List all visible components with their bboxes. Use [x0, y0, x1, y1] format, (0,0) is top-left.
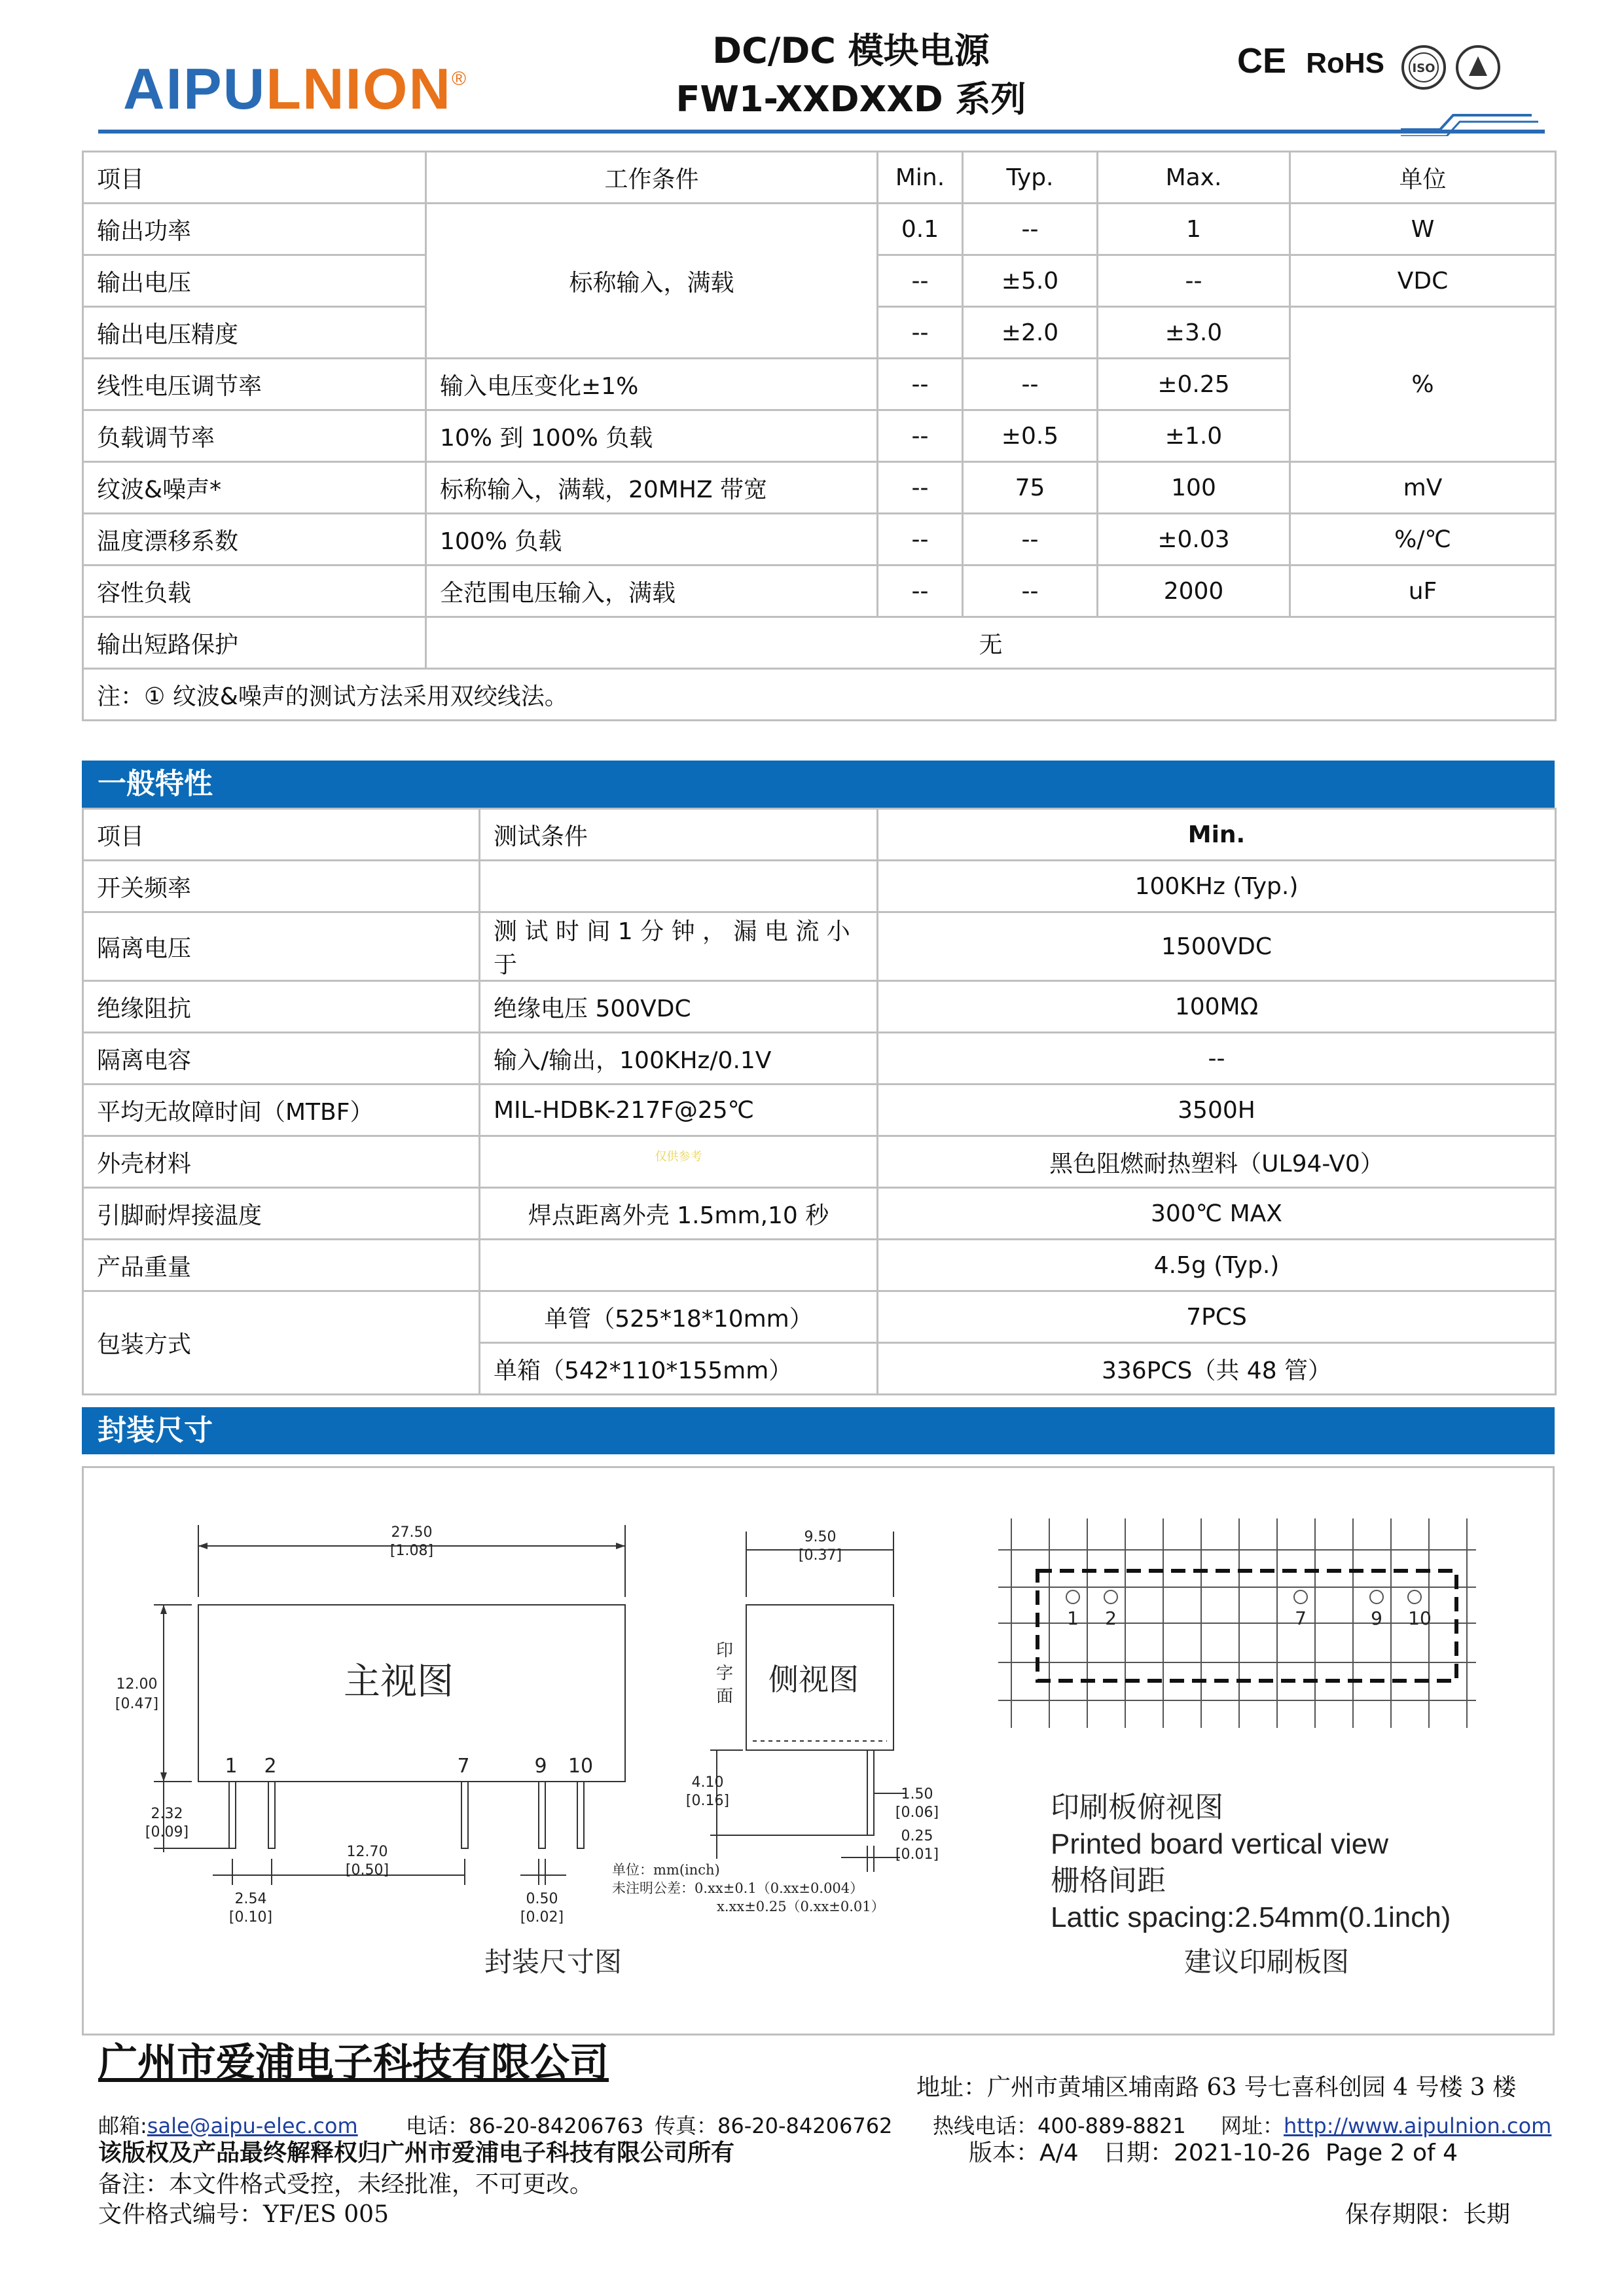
svg-text:ISO: ISO: [1412, 62, 1435, 75]
grid-spacing-en: Lattic spacing:2.54mm(0.1inch): [1051, 1901, 1451, 1933]
table-row: 包装方式 单管（525*18*10mm） 7PCS: [83, 1291, 1556, 1343]
website-link[interactable]: http://www.aipulnion.com: [1284, 2113, 1552, 2138]
company-name: 广州市爱浦电子科技有限公司: [98, 2040, 609, 2086]
svg-text:9: 9: [534, 1755, 547, 1778]
table-row: 平均无故障时间（MTBF） MIL-HDBK-217F@25℃ 3500H: [83, 1085, 1556, 1136]
dim-height: 12.00: [116, 1676, 158, 1693]
svg-text:[0.16]: [0.16]: [685, 1793, 730, 1809]
svg-text:1.50: 1.50: [901, 1786, 933, 1803]
svg-text:[0.50]: [0.50]: [345, 1862, 389, 1878]
table-note-row: [83, 669, 1556, 721]
hotline: 热线电话：400-889-8821: [933, 2113, 1186, 2138]
svg-text:2: 2: [1105, 1607, 1117, 1629]
table-row: 开关频率 100KHz (Typ.): [83, 861, 1556, 912]
svg-text:10: 10: [1408, 1607, 1432, 1629]
board-title-en: Printed board vertical view: [1051, 1828, 1389, 1860]
svg-text:0.25: 0.25: [901, 1828, 933, 1844]
caption-pcb-drawing: 建议印刷板图: [1183, 1946, 1350, 1978]
date: 日期：2021-10-26: [1103, 2140, 1311, 2166]
table-row: 纹波&噪声* 标称输入，满载，20MHZ 带宽 -- 75 100 mV: [83, 462, 1556, 514]
header-condition: 工作条件: [426, 152, 878, 204]
company-address: 地址：广州市黄埔区埔南路 63 号七喜科创园 4 号楼 3 楼: [916, 2074, 1517, 2101]
table-row: 输出电压精度 -- ±2.0 ±3.0 %: [83, 307, 1556, 359]
svg-text:9.50: 9.50: [804, 1529, 837, 1545]
board-title-cn: 印刷板俯视图: [1051, 1791, 1223, 1824]
table-row: 引脚耐焊接温度 焊点距离外壳 1.5mm,10 秒 300℃ MAX: [83, 1188, 1556, 1240]
retention: 保存期限：长期: [1345, 2201, 1511, 2228]
doc-number: 文件格式编号：YF/ES 005: [98, 2201, 389, 2228]
fax: 传真：86-20-84206762: [655, 2113, 893, 2138]
remark: 备注：本文件格式受控，未经批准，不可更改。: [98, 2171, 594, 2198]
svg-text:[0.02]: [0.02]: [520, 1909, 564, 1926]
email-link[interactable]: sale@aipu-elec.com: [147, 2113, 358, 2138]
header-unit: 单位: [1290, 152, 1556, 204]
svg-text:字: 字: [715, 1664, 734, 1683]
dim-width-inch: [1.08]: [389, 1543, 434, 1559]
table-row: 输出短路保护 无: [83, 617, 1556, 669]
header-typ: Typ.: [963, 152, 1098, 204]
svg-text:[0.10]: [0.10]: [228, 1909, 273, 1926]
phone: 电话：86-20-84206763: [406, 2113, 644, 2138]
svg-text:面: 面: [715, 1687, 734, 1706]
table-header-row: [83, 152, 1556, 204]
table-row: 单箱（542*110*155mm） 336PCS（共 48 管）: [83, 1343, 1556, 1395]
svg-text:7: 7: [457, 1755, 470, 1778]
svg-text:[0.06]: [0.06]: [895, 1804, 939, 1821]
dim-width: 27.50: [391, 1524, 433, 1541]
section-general-header: 一般特性: [82, 761, 1555, 808]
svg-text:2: 2: [264, 1755, 277, 1778]
caption-package-drawing: 封装尺寸图: [484, 1946, 623, 1978]
svg-text:[0.09]: [0.09]: [145, 1824, 189, 1840]
svg-text:4.10: 4.10: [691, 1774, 724, 1791]
dim-height-inch: [0.47]: [115, 1696, 159, 1712]
svg-text:7: 7: [1295, 1607, 1307, 1629]
table-row: 输出功率 标称输入，满载 0.1 -- 1 W: [83, 204, 1556, 255]
iso-badge-icon: [1401, 38, 1538, 136]
svg-text:印: 印: [715, 1641, 734, 1660]
unit-note: 单位：mm(inch): [612, 1862, 720, 1878]
side-view-label: 侧视图: [768, 1662, 859, 1697]
rohs-mark: RoHS: [1306, 47, 1385, 79]
tolerance-note-1: 未注明公差：0.xx±0.1（0.xx±0.004）: [612, 1880, 864, 1896]
table-row: 产品重量 4.5g (Typ.): [83, 1240, 1556, 1291]
version: 版本：A/4: [969, 2140, 1079, 2166]
grid-spacing-cn: 栅格间距: [1051, 1864, 1166, 1897]
table-row: 线性电压调节率 输入电压变化±1% -- -- ±0.25: [83, 359, 1556, 410]
table-row: 容性负载 全范围电压输入，满载 -- -- 2000 uF: [83, 565, 1556, 617]
output-spec-table: [82, 151, 1557, 721]
main-view-drawing: [154, 1525, 625, 1885]
table-row: 绝缘阻抗 绝缘电压 500VDC 100MΩ: [83, 981, 1556, 1033]
svg-text:1: 1: [225, 1755, 238, 1778]
doc-subtitle: FW1-XXDXXD 系列: [676, 79, 1026, 120]
watermark: 仅供参考: [655, 1149, 702, 1164]
table-row: 温度漂移系数 100% 负载 -- -- ±0.03 %/℃: [83, 514, 1556, 565]
table-row: 输出电压 -- ±5.0 -- VDC: [83, 255, 1556, 307]
table-row: 负载调节率 10% 到 100% 负载 -- ±0.5 ±1.0: [83, 410, 1556, 462]
svg-text:10: 10: [568, 1755, 594, 1778]
svg-text:12.70: 12.70: [346, 1844, 388, 1860]
svg-text:1: 1: [1067, 1607, 1079, 1629]
section-package-header: 封装尺寸: [82, 1407, 1555, 1454]
general-spec-table: [82, 808, 1557, 1395]
package-drawing: [82, 1466, 1555, 2036]
tolerance-note-2: x.xx±0.25（0.xx±0.01）: [717, 1899, 885, 1914]
header-max: Max.: [1098, 152, 1290, 204]
table-row: 隔离电容 输入/输出，100KHz/0.1V --: [83, 1033, 1556, 1085]
svg-text:[0.01]: [0.01]: [895, 1846, 939, 1863]
svg-text:2.32: 2.32: [151, 1806, 183, 1822]
header-min: Min.: [878, 152, 963, 204]
side-view-drawing: [710, 1532, 907, 1872]
header-rule: [98, 130, 1545, 134]
table-row: 隔离电压 测 试 时 间 1 分 钟 ， 漏 电 流 小 于 1500VDC: [83, 912, 1556, 981]
doc-title: DC/DC 模块电源: [712, 30, 990, 71]
table-header-row: 项目 测试条件 Min.: [83, 809, 1556, 861]
svg-text:[0.37]: [0.37]: [798, 1547, 842, 1564]
table-row: 外壳材料 $^{仅供参考}$ 黑色阻燃耐热塑料（UL94-V0）: [83, 1136, 1556, 1188]
website-line: 网址：http://www.aipulnion.com: [1221, 2113, 1552, 2138]
copyright: 该版权及产品最终解释权归广州市爱浦电子科技有限公司所有: [98, 2140, 735, 2166]
svg-text:0.50: 0.50: [526, 1891, 558, 1907]
certifications: [1237, 41, 1400, 81]
svg-text:2.54: 2.54: [234, 1891, 267, 1907]
ce-mark: CE: [1237, 41, 1287, 81]
main-view-label: 主视图: [344, 1660, 454, 1703]
email-line: 邮箱:sale@aipu-elec.com: [98, 2113, 358, 2138]
header-item: 项目: [83, 152, 426, 204]
svg-text:9: 9: [1371, 1607, 1382, 1629]
ripple-note: 注：① 纹波&噪声的测试方法采用双绞线法。: [83, 669, 1556, 721]
page-number: Page 2 of 4: [1326, 2140, 1458, 2166]
company-logo: AIPULNION®: [123, 56, 468, 121]
